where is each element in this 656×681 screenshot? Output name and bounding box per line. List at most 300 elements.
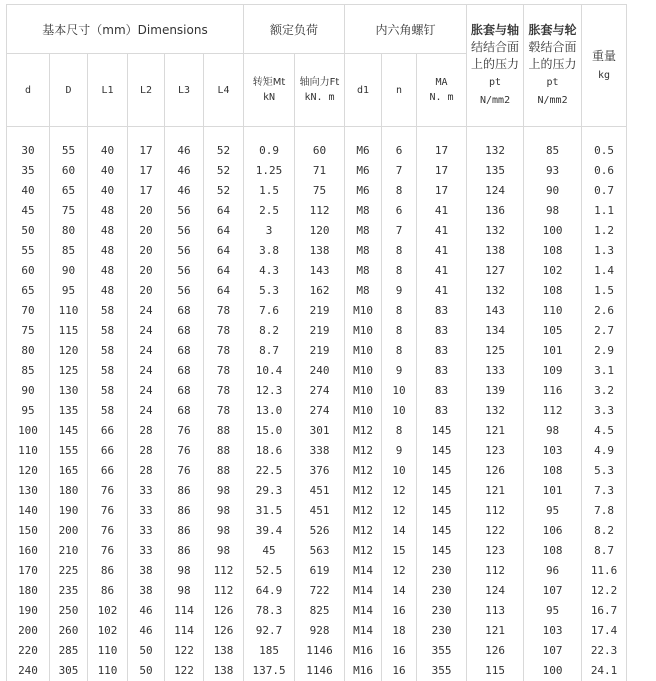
- cell-shaft-pressure: 124: [467, 181, 524, 201]
- cell-d1: M10: [345, 361, 382, 381]
- cell-n: 7: [382, 161, 417, 181]
- cell-hub-pressure: 95: [524, 601, 582, 621]
- cell-L4: 78: [204, 341, 244, 361]
- cell-L3: 68: [165, 321, 204, 341]
- cell-ma: 145: [417, 421, 467, 441]
- cell-axial-force: 619: [295, 561, 345, 581]
- cell-d1: M14: [345, 601, 382, 621]
- cell-d: 30: [7, 141, 50, 161]
- table-row: [7, 401, 627, 421]
- cell-L1: 58: [88, 341, 128, 361]
- cell-L4: 112: [204, 561, 244, 581]
- cell-L4: 78: [204, 381, 244, 401]
- cell-n: 14: [382, 581, 417, 601]
- header-hub-pressure: [524, 5, 582, 127]
- cell-D: 155: [50, 441, 88, 461]
- cell-D: 65: [50, 181, 88, 201]
- cell-ma: 145: [417, 521, 467, 541]
- cell-L3: 68: [165, 381, 204, 401]
- cell-L3: 86: [165, 501, 204, 521]
- cell-L2: 17: [128, 141, 165, 161]
- cell-L4: 52: [204, 141, 244, 161]
- hub-pressure-symbol: pt: [547, 77, 559, 88]
- col-axial-force: [295, 54, 345, 127]
- cell-n: 9: [382, 361, 417, 381]
- cell-n: 7: [382, 221, 417, 241]
- cell-d1: M12: [345, 521, 382, 541]
- cell-weight: 7.8: [582, 501, 627, 521]
- cell-axial-force: 526: [295, 521, 345, 541]
- cell-ma: 83: [417, 341, 467, 361]
- cell-d1: M8: [345, 201, 382, 221]
- cell-n: 15: [382, 541, 417, 561]
- cell-L1: 86: [88, 581, 128, 601]
- table-row: [7, 641, 627, 661]
- cell-d: 140: [7, 501, 50, 521]
- shaft-pressure-line-1: 胀套与轴: [471, 23, 519, 37]
- cell-torque: 7.6: [244, 301, 295, 321]
- cell-L4: 126: [204, 601, 244, 621]
- cell-weight: 0.7: [582, 181, 627, 201]
- cell-n: 14: [382, 521, 417, 541]
- cell-axial-force: 338: [295, 441, 345, 461]
- cell-hub-pressure: 109: [524, 361, 582, 381]
- cell-ma: 41: [417, 201, 467, 221]
- cell-D: 75: [50, 201, 88, 221]
- cell-axial-force: 75: [295, 181, 345, 201]
- cell-D: 125: [50, 361, 88, 381]
- cell-L3: 86: [165, 541, 204, 561]
- hub-pressure-unit: N/mm2: [538, 95, 568, 106]
- cell-d1: M8: [345, 241, 382, 261]
- table-row: [7, 241, 627, 261]
- cell-axial-force: 301: [295, 421, 345, 441]
- cell-axial-force: 219: [295, 321, 345, 341]
- cell-d1: M10: [345, 321, 382, 341]
- cell-d: 220: [7, 641, 50, 661]
- cell-n: 8: [382, 341, 417, 361]
- cell-shaft-pressure: 113: [467, 601, 524, 621]
- cell-hub-pressure: 95: [524, 501, 582, 521]
- table-header: [7, 5, 627, 127]
- cell-d: 85: [7, 361, 50, 381]
- cell-D: 165: [50, 461, 88, 481]
- cell-L1: 86: [88, 561, 128, 581]
- cell-n: 10: [382, 401, 417, 421]
- cell-ma: 83: [417, 321, 467, 341]
- cell-weight: 24.1: [582, 661, 627, 681]
- cell-hub-pressure: 103: [524, 441, 582, 461]
- cell-L2: 24: [128, 341, 165, 361]
- cell-shaft-pressure: 132: [467, 281, 524, 301]
- cell-n: 16: [382, 641, 417, 661]
- cell-axial-force: 143: [295, 261, 345, 281]
- cell-n: 16: [382, 601, 417, 621]
- table-row: [7, 521, 627, 541]
- cell-d1: M14: [345, 621, 382, 641]
- cell-d: 150: [7, 521, 50, 541]
- cell-L4: 98: [204, 521, 244, 541]
- cell-weight: 1.2: [582, 221, 627, 241]
- table-row: [7, 321, 627, 341]
- table-row: [7, 601, 627, 621]
- cell-L4: 98: [204, 541, 244, 561]
- cell-n: 16: [382, 661, 417, 681]
- cell-n: 12: [382, 561, 417, 581]
- cell-ma: 41: [417, 281, 467, 301]
- cell-D: 250: [50, 601, 88, 621]
- cell-weight: 17.4: [582, 621, 627, 641]
- cell-D: 180: [50, 481, 88, 501]
- cell-D: 60: [50, 161, 88, 181]
- cell-axial-force: 451: [295, 501, 345, 521]
- cell-d1: M10: [345, 381, 382, 401]
- cell-L3: 86: [165, 481, 204, 501]
- shaft-pressure-symbol: pt: [489, 77, 501, 88]
- cell-shaft-pressure: 121: [467, 421, 524, 441]
- cell-hub-pressure: 108: [524, 461, 582, 481]
- cell-shaft-pressure: 126: [467, 641, 524, 661]
- cell-weight: 3.1: [582, 361, 627, 381]
- table-row: [7, 541, 627, 561]
- cell-axial-force: 376: [295, 461, 345, 481]
- cell-L1: 58: [88, 361, 128, 381]
- cell-L1: 58: [88, 301, 128, 321]
- cell-D: 145: [50, 421, 88, 441]
- cell-n: 8: [382, 261, 417, 281]
- table-row: [7, 501, 627, 521]
- cell-hub-pressure: 108: [524, 541, 582, 561]
- cell-hub-pressure: 112: [524, 401, 582, 421]
- cell-shaft-pressure: 124: [467, 581, 524, 601]
- cell-L2: 38: [128, 581, 165, 601]
- cell-ma: 145: [417, 441, 467, 461]
- torque-unit: kN: [263, 92, 275, 103]
- cell-weight: 1.3: [582, 241, 627, 261]
- cell-L1: 48: [88, 241, 128, 261]
- cell-shaft-pressure: 136: [467, 201, 524, 221]
- cell-hub-pressure: 103: [524, 621, 582, 641]
- cell-ma: 17: [417, 181, 467, 201]
- cell-D: 210: [50, 541, 88, 561]
- cell-n: 9: [382, 441, 417, 461]
- header-weight: [582, 5, 627, 127]
- cell-axial-force: 138: [295, 241, 345, 261]
- cell-n: 8: [382, 421, 417, 441]
- cell-D: 80: [50, 221, 88, 241]
- cell-hub-pressure: 101: [524, 341, 582, 361]
- cell-ma: 83: [417, 381, 467, 401]
- table-body: [7, 127, 627, 681]
- cell-axial-force: 219: [295, 341, 345, 361]
- cell-shaft-pressure: 115: [467, 661, 524, 681]
- cell-ma: 83: [417, 301, 467, 321]
- cell-weight: 7.3: [582, 481, 627, 501]
- cell-L1: 110: [88, 661, 128, 681]
- axial-force-label: 轴向力Ft: [300, 77, 340, 88]
- table-row: [7, 461, 627, 481]
- cell-L2: 20: [128, 261, 165, 281]
- cell-L1: 76: [88, 521, 128, 541]
- cell-L3: 56: [165, 201, 204, 221]
- cell-L1: 76: [88, 481, 128, 501]
- cell-L4: 64: [204, 221, 244, 241]
- cell-L1: 40: [88, 161, 128, 181]
- cell-L4: 64: [204, 241, 244, 261]
- ma-label: MA: [436, 77, 448, 88]
- cell-L3: 68: [165, 301, 204, 321]
- cell-L3: 98: [165, 581, 204, 601]
- cell-axial-force: 563: [295, 541, 345, 561]
- cell-L2: 20: [128, 241, 165, 261]
- cell-d: 170: [7, 561, 50, 581]
- cell-torque: 4.3: [244, 261, 295, 281]
- cell-axial-force: 928: [295, 621, 345, 641]
- cell-shaft-pressure: 127: [467, 261, 524, 281]
- cell-torque: 12.3: [244, 381, 295, 401]
- cell-d: 180: [7, 581, 50, 601]
- cell-D: 190: [50, 501, 88, 521]
- cell-d: 200: [7, 621, 50, 641]
- cell-axial-force: 722: [295, 581, 345, 601]
- cell-d1: M12: [345, 541, 382, 561]
- cell-weight: 12.2: [582, 581, 627, 601]
- cell-weight: 1.5: [582, 281, 627, 301]
- cell-L3: 98: [165, 561, 204, 581]
- torque-label: 转矩Mt: [253, 77, 286, 88]
- cell-D: 135: [50, 401, 88, 421]
- cell-weight: 1.1: [582, 201, 627, 221]
- cell-d: 190: [7, 601, 50, 621]
- table-row: [7, 221, 627, 241]
- cell-L1: 66: [88, 441, 128, 461]
- cell-D: 85: [50, 241, 88, 261]
- cell-weight: 5.3: [582, 461, 627, 481]
- cell-d: 130: [7, 481, 50, 501]
- cell-L2: 50: [128, 661, 165, 681]
- cell-n: 8: [382, 181, 417, 201]
- cell-d1: M10: [345, 341, 382, 361]
- cell-torque: 78.3: [244, 601, 295, 621]
- col-L3: L3: [165, 54, 204, 127]
- table-row: [7, 161, 627, 181]
- cell-d: 65: [7, 281, 50, 301]
- cell-L2: 24: [128, 381, 165, 401]
- cell-torque: 64.9: [244, 581, 295, 601]
- cell-shaft-pressure: 138: [467, 241, 524, 261]
- cell-d1: M12: [345, 441, 382, 461]
- cell-d: 45: [7, 201, 50, 221]
- cell-d: 60: [7, 261, 50, 281]
- col-ma: [417, 54, 467, 127]
- cell-L3: 56: [165, 241, 204, 261]
- cell-D: 225: [50, 561, 88, 581]
- cell-D: 110: [50, 301, 88, 321]
- cell-ma: 41: [417, 241, 467, 261]
- cell-n: 8: [382, 241, 417, 261]
- cell-torque: 52.5: [244, 561, 295, 581]
- cell-L3: 46: [165, 141, 204, 161]
- cell-shaft-pressure: 132: [467, 141, 524, 161]
- cell-hub-pressure: 90: [524, 181, 582, 201]
- header-hex-screw: 内六角螺钉: [345, 5, 467, 54]
- cell-L2: 17: [128, 181, 165, 201]
- cell-torque: 22.5: [244, 461, 295, 481]
- cell-L4: 64: [204, 201, 244, 221]
- cell-weight: 2.7: [582, 321, 627, 341]
- cell-D: 130: [50, 381, 88, 401]
- cell-torque: 8.2: [244, 321, 295, 341]
- cell-d1: M8: [345, 281, 382, 301]
- cell-L2: 28: [128, 421, 165, 441]
- cell-ma: 145: [417, 481, 467, 501]
- cell-hub-pressure: 106: [524, 521, 582, 541]
- cell-d: 240: [7, 661, 50, 681]
- cell-hub-pressure: 105: [524, 321, 582, 341]
- cell-L4: 52: [204, 161, 244, 181]
- cell-L1: 110: [88, 641, 128, 661]
- cell-L4: 88: [204, 461, 244, 481]
- cell-L3: 86: [165, 521, 204, 541]
- cell-L4: 98: [204, 501, 244, 521]
- cell-L3: 56: [165, 261, 204, 281]
- table-row: [7, 361, 627, 381]
- cell-L2: 46: [128, 601, 165, 621]
- cell-torque: 8.7: [244, 341, 295, 361]
- cell-L4: 78: [204, 301, 244, 321]
- header-shaft-pressure: [467, 5, 524, 127]
- cell-n: 9: [382, 281, 417, 301]
- cell-L2: 17: [128, 161, 165, 181]
- cell-L2: 20: [128, 201, 165, 221]
- spec-table-container: [6, 4, 626, 681]
- cell-shaft-pressure: 139: [467, 381, 524, 401]
- cell-torque: 39.4: [244, 521, 295, 541]
- cell-L2: 20: [128, 281, 165, 301]
- cell-torque: 45: [244, 541, 295, 561]
- cell-d: 70: [7, 301, 50, 321]
- cell-axial-force: 274: [295, 401, 345, 421]
- cell-L4: 64: [204, 281, 244, 301]
- cell-L1: 58: [88, 321, 128, 341]
- cell-axial-force: 1146: [295, 661, 345, 681]
- table-row: [7, 141, 627, 161]
- cell-L3: 76: [165, 461, 204, 481]
- cell-n: 12: [382, 501, 417, 521]
- cell-shaft-pressure: 123: [467, 541, 524, 561]
- cell-axial-force: 451: [295, 481, 345, 501]
- cell-shaft-pressure: 112: [467, 501, 524, 521]
- weight-label: 重量: [592, 49, 616, 63]
- header-dimensions: 基本尺寸（mm）Dimensions: [7, 5, 244, 54]
- cell-torque: 2.5: [244, 201, 295, 221]
- col-L4: L4: [204, 54, 244, 127]
- cell-L4: 78: [204, 401, 244, 421]
- cell-ma: 230: [417, 561, 467, 581]
- table-row: [7, 581, 627, 601]
- weight-unit: kg: [598, 70, 610, 81]
- table-row: [7, 621, 627, 641]
- cell-d1: M12: [345, 501, 382, 521]
- cell-weight: 4.5: [582, 421, 627, 441]
- hub-pressure-line-3: 上的压力: [529, 57, 577, 71]
- cell-L4: 78: [204, 361, 244, 381]
- cell-shaft-pressure: 121: [467, 481, 524, 501]
- cell-hub-pressure: 100: [524, 221, 582, 241]
- cell-d1: M6: [345, 181, 382, 201]
- cell-L2: 50: [128, 641, 165, 661]
- cell-L2: 28: [128, 441, 165, 461]
- col-D: D: [50, 54, 88, 127]
- cell-L3: 68: [165, 401, 204, 421]
- shaft-pressure-line-3: 上的压力: [471, 57, 519, 71]
- cell-D: 120: [50, 341, 88, 361]
- cell-torque: 0.9: [244, 141, 295, 161]
- cell-ma: 355: [417, 641, 467, 661]
- cell-L3: 76: [165, 441, 204, 461]
- table-row: [7, 481, 627, 501]
- cell-L4: 138: [204, 661, 244, 681]
- cell-L3: 56: [165, 221, 204, 241]
- cell-L3: 114: [165, 621, 204, 641]
- cell-ma: 355: [417, 661, 467, 681]
- cell-L4: 112: [204, 581, 244, 601]
- cell-L3: 76: [165, 421, 204, 441]
- cell-hub-pressure: 93: [524, 161, 582, 181]
- cell-torque: 1.25: [244, 161, 295, 181]
- cell-L4: 78: [204, 321, 244, 341]
- table-row: [7, 261, 627, 281]
- cell-n: 8: [382, 321, 417, 341]
- cell-ma: 17: [417, 161, 467, 181]
- cell-weight: 2.9: [582, 341, 627, 361]
- cell-ma: 41: [417, 221, 467, 241]
- cell-axial-force: 219: [295, 301, 345, 321]
- cell-hub-pressure: 108: [524, 281, 582, 301]
- cell-d: 95: [7, 401, 50, 421]
- cell-L2: 20: [128, 221, 165, 241]
- cell-L3: 68: [165, 341, 204, 361]
- cell-n: 12: [382, 481, 417, 501]
- cell-shaft-pressure: 125: [467, 341, 524, 361]
- cell-L1: 48: [88, 261, 128, 281]
- cell-hub-pressure: 96: [524, 561, 582, 581]
- cell-shaft-pressure: 121: [467, 621, 524, 641]
- ma-unit: N. m: [430, 92, 454, 103]
- table-row: [7, 381, 627, 401]
- cell-L3: 68: [165, 361, 204, 381]
- cell-L1: 48: [88, 201, 128, 221]
- cell-d1: M6: [345, 141, 382, 161]
- cell-L1: 40: [88, 181, 128, 201]
- cell-torque: 137.5: [244, 661, 295, 681]
- cell-shaft-pressure: 143: [467, 301, 524, 321]
- cell-hub-pressure: 101: [524, 481, 582, 501]
- cell-d: 90: [7, 381, 50, 401]
- header-spacer-row: [7, 127, 627, 142]
- cell-L1: 102: [88, 601, 128, 621]
- cell-d1: M14: [345, 561, 382, 581]
- cell-L4: 88: [204, 421, 244, 441]
- cell-axial-force: 274: [295, 381, 345, 401]
- cell-shaft-pressure: 132: [467, 401, 524, 421]
- hub-pressure-line-2: 毂结合面: [529, 40, 577, 54]
- cell-axial-force: 112: [295, 201, 345, 221]
- cell-L2: 24: [128, 301, 165, 321]
- cell-ma: 230: [417, 601, 467, 621]
- cell-L1: 48: [88, 281, 128, 301]
- cell-L1: 102: [88, 621, 128, 641]
